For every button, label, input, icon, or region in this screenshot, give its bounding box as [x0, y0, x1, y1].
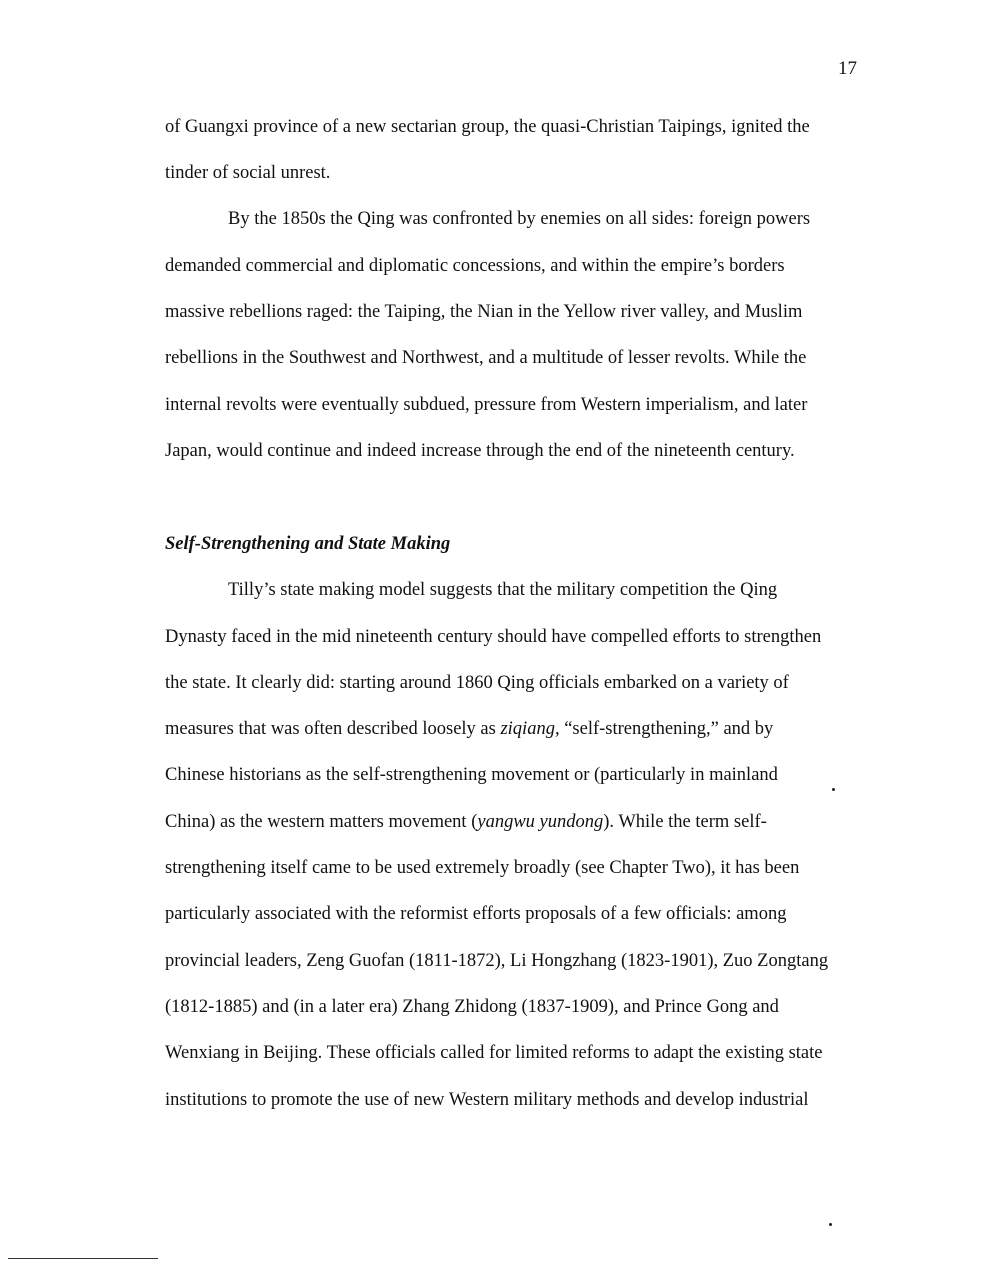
paragraph-2-line-4: rebellions in the Southwest and Northwest, and a multitude of lesser revolts. While the	[165, 348, 807, 368]
paragraph-2-line-6: Japan, would continue and indeed increase through the end of the nineteenth century.	[165, 441, 795, 461]
paragraph-3-line-1: Tilly’s state making model suggests that the military competition the Qing	[228, 580, 778, 600]
section-heading: Self-Strengthening and State Making	[165, 534, 451, 554]
paragraph-3-line-6	[165, 813, 767, 832]
paragraph-3-line-7: strengthening itself came to be used extremely broadly (see Chapter Two), it has been	[165, 858, 800, 878]
term-ziqiang: ziqiang	[500, 719, 555, 739]
paragraph-3-line-3: the state. It clearly did: starting around 1860 Qing officials embarked on a variety of	[165, 673, 789, 693]
paragraph-2-line-3: massive rebellions raged: the Taiping, the Nian in the Yellow river valley, and Muslim	[165, 302, 803, 322]
paragraph-2-line-1: By the 1850s the Qing was confronted by enemies on all sides: foreign powers	[228, 209, 811, 229]
paragraph-3-line-4	[165, 720, 773, 739]
paragraph-2-line-2: demanded commercial and diplomatic concessions, and within the empire’s borders	[165, 256, 785, 276]
paragraph-3-line-6-end: ). While the term self-	[603, 812, 767, 832]
paragraph-3-line-4-start: measures that was often described loosely as	[165, 719, 501, 739]
paragraph-2-line-5: internal revolts were eventually subdued, pressure from Western imperialism, and later	[165, 395, 808, 415]
paragraph-3-line-10: (1812-1885) and (in a later era) Zhang Zhidong (1837-1909), and Prince Gong and	[165, 997, 779, 1017]
scan-speck	[829, 1223, 832, 1226]
paragraph-3-line-11: Wenxiang in Beijing. These officials called for limited reforms to adapt the existing state	[165, 1043, 823, 1063]
paragraph-3-line-4-end: , “self-strengthening,” and by	[554, 719, 774, 739]
paragraph-1-line-2: tinder of social unrest.	[165, 163, 331, 183]
page-number: 17	[838, 58, 857, 79]
term-yangwu-yundong: yangwu yundong	[477, 812, 604, 832]
paragraph-3-line-12: institutions to promote the use of new Western military methods and develop industrial	[165, 1090, 809, 1110]
paragraph-1-line-1: of Guangxi province of a new sectarian group, the quasi-Christian Taipings, ignited the	[165, 117, 810, 137]
paragraph-3-line-5: Chinese historians as the self-strengthening movement or (particularly in mainland	[165, 765, 778, 785]
paragraph-3-line-2: Dynasty faced in the mid nineteenth century should have compelled efforts to strengthen	[165, 627, 822, 647]
paragraph-3-line-8: particularly associated with the reformist efforts proposals of a few officials: among	[165, 904, 787, 924]
scan-speck	[832, 788, 835, 791]
footnote-rule	[8, 1258, 158, 1259]
paragraph-3-line-6-start: China) as the western matters movement (	[165, 812, 478, 832]
paragraph-3-line-9: provincial leaders, Zeng Guofan (1811-1872), Li Hongzhang (1823-1901), Zuo Zongtang	[165, 951, 829, 971]
